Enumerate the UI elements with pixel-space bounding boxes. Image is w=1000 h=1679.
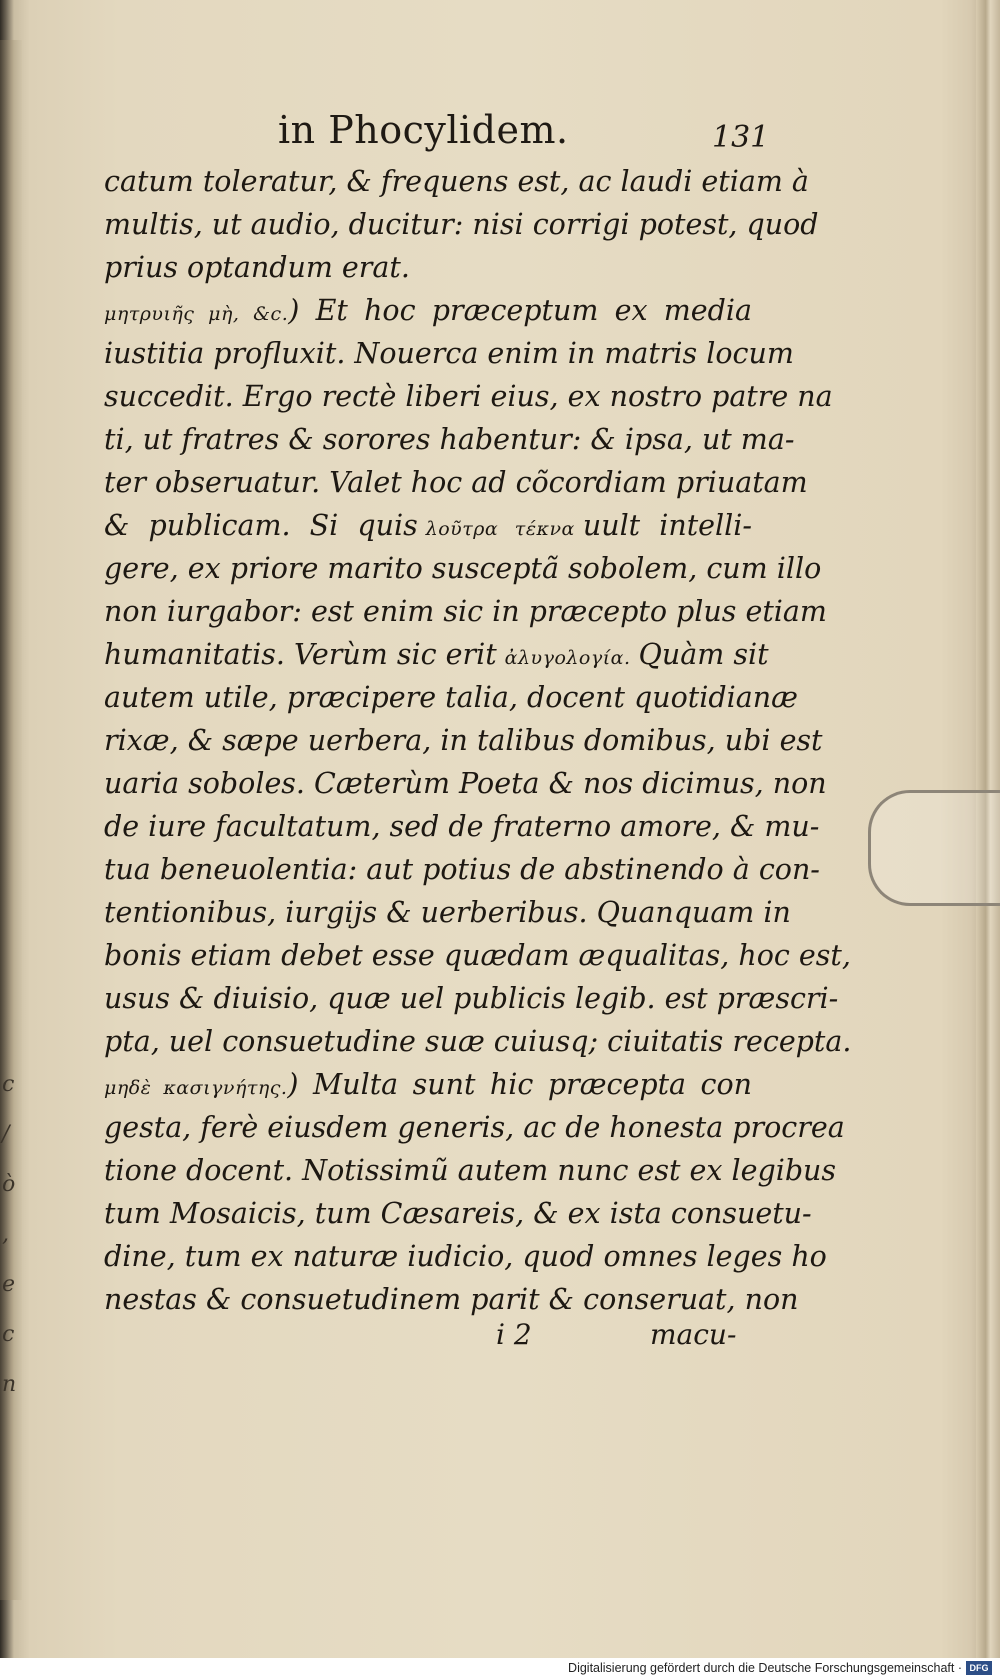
text-line (104, 504, 752, 547)
line-text: ) Et hoc præceptum ex media (288, 294, 752, 327)
text-line (104, 332, 794, 375)
text-line (104, 762, 827, 805)
line-text: gere, ex priore marito susceptã sobolem, cum illo (104, 552, 822, 585)
text-line (104, 1235, 827, 1278)
text-line (104, 289, 752, 332)
line-text: catum toleratur, & frequens est, ac laudi etiam à (104, 165, 809, 198)
text-line (104, 246, 752, 289)
line-text: uult intelli- (582, 509, 752, 542)
greek-lemma: λοῦτρα τέκνα (425, 518, 575, 540)
text-line (104, 590, 827, 633)
signature-mark: i 2 (496, 1318, 532, 1351)
line-text: prius optandum erat. (104, 251, 410, 284)
text-line (104, 160, 809, 203)
margin-mark: ò (2, 1172, 16, 1197)
main-text-block (104, 160, 852, 1321)
text-line (104, 1278, 799, 1321)
folio-number: 131 (712, 120, 770, 155)
margin-mark: e (2, 1272, 16, 1297)
text-line (104, 719, 823, 762)
margin-mark: , (2, 1222, 9, 1247)
text-line (104, 1149, 837, 1192)
text-line (104, 805, 820, 848)
greek-lemma: ἀλυγολογία. (504, 647, 631, 669)
text-line (104, 977, 839, 1020)
line-text: non iurgabor: est enim sic in præcepto plus etiam (104, 595, 827, 628)
line-text: de iure facultatum, sed de fraterno amore, & mu- (104, 810, 820, 843)
line-text: bonis etiam debet esse quædam æqualitas, hoc est, (104, 939, 851, 972)
text-line (104, 547, 822, 590)
line-text: nestas & consuetudinem parit & conseruat, non (104, 1283, 799, 1316)
text-line (104, 633, 769, 676)
line-text: uaria soboles. Cæterùm Poeta & nos dicimus, non (104, 767, 827, 800)
margin-mark: / (2, 1122, 10, 1147)
line-text: Quàm sit (638, 638, 769, 671)
text-line (104, 375, 833, 418)
page-foot (0, 1318, 1000, 1358)
line-text: humanitatis. Verùm sic erit (104, 638, 497, 671)
text-line (104, 848, 820, 891)
greek-lemma: μηδὲ κασιγνήτης. (104, 1077, 288, 1099)
text-line (104, 1192, 812, 1235)
line-text: tione docent. Notissimũ autem nunc est ex legibus (104, 1154, 837, 1187)
text-line (104, 203, 819, 246)
line-text: dine, tum ex naturæ iudicio, quod omnes leges ho (104, 1240, 827, 1273)
text-line (104, 1106, 845, 1149)
line-text: autem utile, præcipere talia, docent quotidianæ (104, 681, 798, 714)
line-text: tua beneuolentia: aut potius de abstinendo à con- (104, 853, 820, 886)
text-line (104, 461, 808, 504)
line-text: tentionibus, iurgijs & uerberibus. Quanquam in (104, 896, 791, 929)
dfg-logo: DFG (966, 1661, 992, 1675)
margin-mark: c (2, 1322, 15, 1347)
text-line (104, 1063, 752, 1106)
line-text: ti, ut fratres & sorores habentur: & ipsa, ut ma- (104, 423, 795, 456)
line-text: ter obseruatur. Valet hoc ad cõcordiam priuatam (104, 466, 808, 499)
line-text: gesta, ferè eiusdem generis, ac de honesta procrea (104, 1111, 845, 1144)
running-title: in Phocylidem. (278, 108, 569, 152)
margin-mark: c (2, 1072, 15, 1097)
line-text: tum Mosaicis, tum Cæsareis, & ex ista consuetu- (104, 1197, 812, 1230)
text-line (104, 1020, 852, 1063)
text-line (104, 891, 791, 934)
page-header (0, 108, 1000, 158)
footer-credit: Digitalisierung gefördert durch die Deutsche Forschungsgemeinschaft · (568, 1661, 962, 1675)
margin-mark: n (2, 1372, 17, 1397)
bookmark-clip (868, 790, 1000, 906)
line-text: succedit. Ergo rectè liberi eius, ex nostro patre na (104, 380, 833, 413)
catchword: macu- (650, 1318, 737, 1351)
digitization-footer (0, 1658, 1000, 1679)
text-line (104, 934, 851, 977)
line-text: multis, ut audio, ducitur: nisi corrigi potest, quod (104, 208, 819, 241)
greek-lemma: μητρυιῆς μὴ, &c. (104, 303, 289, 325)
line-text: ) Multa sunt hic præcepta con (287, 1068, 752, 1101)
text-line (104, 676, 798, 719)
line-text: & publicam. Si quis (104, 509, 418, 542)
line-text: iustitia profluxit. Nouerca enim in matris locum (104, 337, 794, 370)
text-line (104, 418, 795, 461)
line-text: usus & diuisio, quæ uel publicis legib. est præscri- (104, 982, 839, 1015)
line-text: pta, uel consuetudine suæ cuiusq; ciuitatis recepta. (104, 1025, 852, 1058)
line-text: rixæ, & sæpe uerbera, in talibus domibus, ubi est (104, 724, 823, 757)
